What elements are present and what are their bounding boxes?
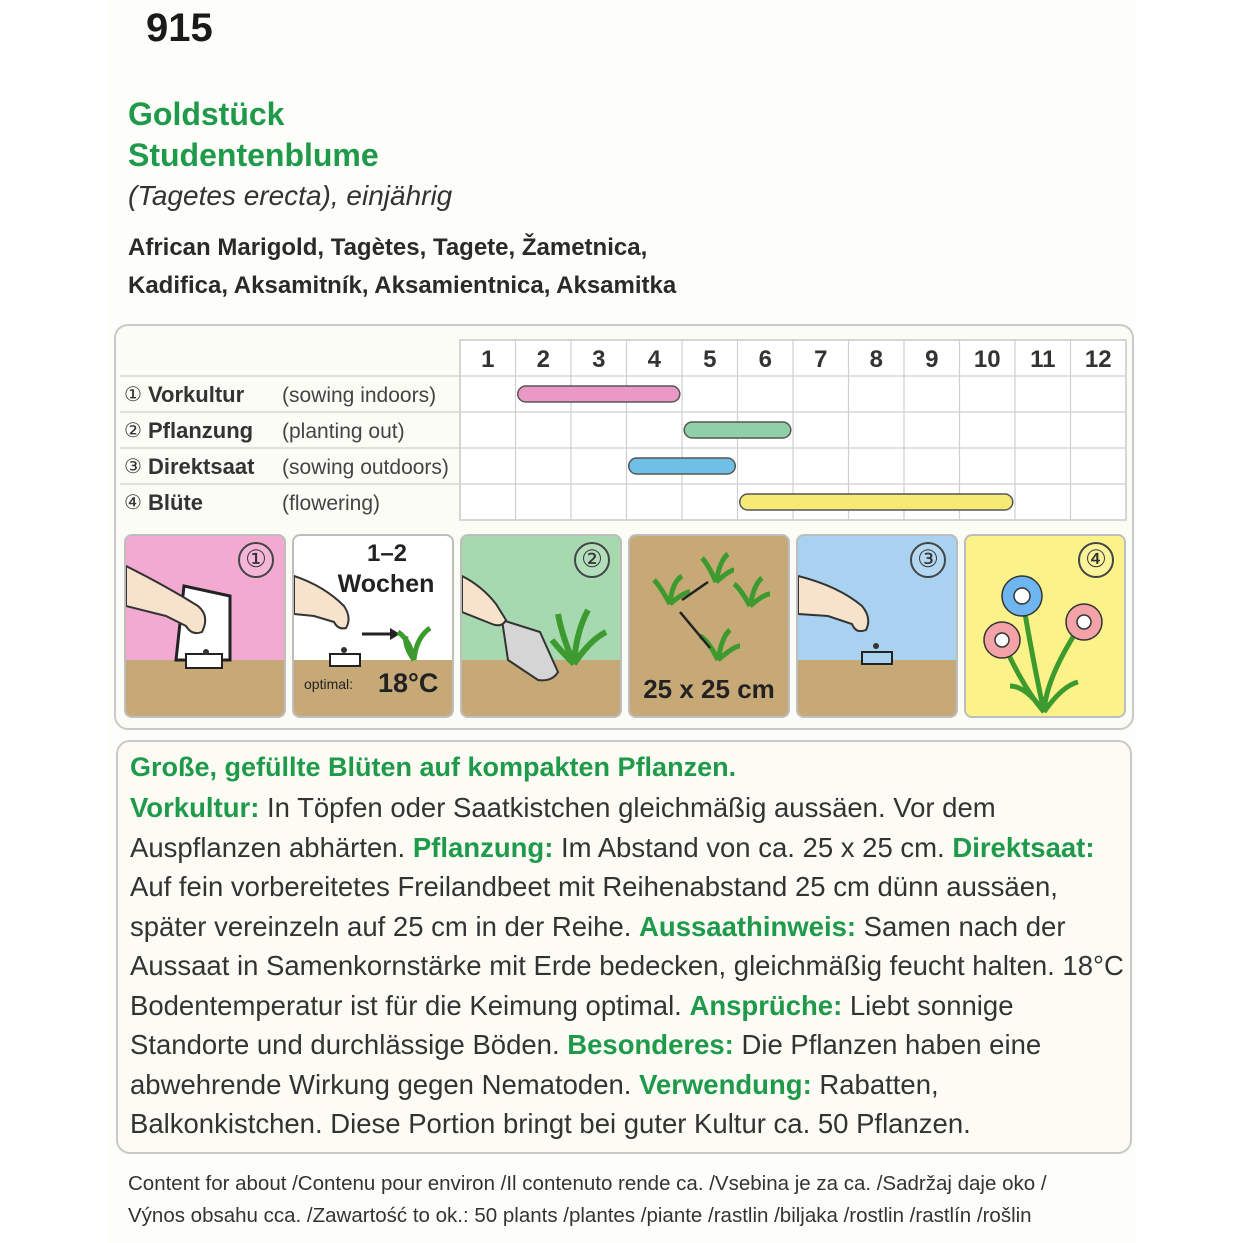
calendar-period-bar: [684, 422, 791, 438]
calendar-month-label: 3: [592, 346, 606, 373]
calendar-month-label: 8: [869, 346, 883, 373]
keyword-aussaathinweis: Aussaathinweis:: [639, 910, 857, 942]
keyword-pflanzung: Pflanzung:: [412, 831, 554, 863]
footer-content-line-1: Content for about /Contenu pour environ /Il contenuto rende ca. /Vsebina je za ca. /Sadržaj daje oko /: [128, 1172, 1047, 1195]
text-vorkultur: In Töpfen oder Saatkistchen gleichmäßig aussäen. Vor dem Auspflanzen abhärten.: [130, 792, 996, 863]
calendar-month-label: 1: [481, 346, 495, 373]
calendar-month-label: 11: [1030, 346, 1056, 373]
step-number-4: ④: [1078, 542, 1114, 578]
calendar-row-number: ④: [124, 492, 142, 514]
calendar-row-translation: (sowing indoors): [282, 384, 437, 407]
calendar-row-translation: (sowing outdoors): [282, 456, 449, 479]
optimal-temperature: 18°C: [378, 668, 439, 698]
step-panel-planting-out: [460, 534, 622, 718]
optimal-label: optimal:: [304, 676, 354, 692]
calendar-month-label: 6: [758, 346, 772, 373]
keyword-ansprueche: Ansprüche:: [689, 989, 843, 1021]
calendar-month-label: 9: [925, 346, 939, 373]
step-panel-spacing: [628, 534, 790, 718]
keyword-verwendung: Verwendung:: [639, 1068, 812, 1100]
packet-number: 915: [146, 6, 213, 50]
latin-name: (Tagetes erecta), einjährig: [128, 180, 453, 211]
calendar-period-bar: [518, 386, 680, 402]
text-verwendung: Rabatten, Balkonkistchen. Diese Portion bringt bei guter Kultur ca. 50 Pflanzen.: [130, 1068, 971, 1139]
calendar-month-label: 2: [536, 346, 550, 373]
keyword-direktsaat: Direktsaat:: [952, 831, 1095, 863]
plant-name: Studentenblume: [128, 137, 379, 173]
footer-content-line-2: Výnos obsahu cca. /Zawartość to ok.: 50 plants /plantes /piante /rastlin /biljaka /rostlin /rastlín /rošlin: [128, 1204, 1032, 1227]
text-pflanzung: Im Abstand von ca. 25 x 25 cm.: [553, 831, 953, 863]
variety-name: Goldstück: [128, 96, 285, 132]
calendar-month-label: 10: [973, 346, 1001, 373]
common-names-line-1: African Marigold, Tagètes, Tagete, Žametnica,: [128, 234, 648, 261]
step-panel-flowering: [964, 534, 1126, 718]
calendar-row-label: Direktsaat: [148, 454, 255, 479]
sowing-calendar-box: [114, 324, 1134, 730]
keyword-vorkultur: Vorkultur:: [130, 792, 260, 823]
description-text: [130, 788, 1130, 1144]
step-number-2: ②: [574, 542, 610, 578]
calendar-row-number: ①: [124, 384, 142, 406]
text-ansprueche: Liebt sonnige Standorte und durchlässige Böden.: [130, 989, 1014, 1060]
common-names-line-2: Kadifica, Aksamitník, Aksamientnica, Aksamitka: [128, 272, 677, 299]
text-aussaathinweis: Samen nach der Aussaat in Samenkornstärke mit Erde bedecken, gleichmäßig feucht halten. 18°C Bodentemperatur ist für die Keimung optimal.: [130, 910, 1124, 1021]
keyword-besonderes: Besonderes:: [567, 1029, 734, 1060]
step-panel-sowing-outdoors: [796, 534, 958, 718]
plant-spacing: 25 x 25 cm: [643, 674, 775, 704]
germination-duration-unit: Wochen: [337, 570, 435, 598]
description-box: [116, 740, 1132, 1154]
calendar-period-bar: [629, 458, 736, 474]
text-besonderes: Die Pflanzen haben eine abwehrende Wirkung gegen Nematoden.: [130, 1029, 1042, 1100]
calendar-month-label: 5: [703, 346, 717, 373]
text-direktsaat: Auf fein vorbereitetes Freilandbeet mit Reihenabstand 25 cm dünn aussäen, später vereinzeln auf 25 cm in der Reihe.: [130, 871, 1058, 942]
calendar-row-number: ③: [124, 456, 142, 478]
step-number-3: ③: [910, 542, 946, 578]
calendar-row-number: ②: [124, 420, 142, 442]
calendar-month-label: 4: [647, 346, 661, 373]
sowing-calendar: [116, 326, 1132, 526]
calendar-row-label: Pflanzung: [148, 418, 254, 443]
step-panel-germination: [292, 534, 454, 718]
description-headline: Große, gefüllte Blüten auf kompakten Pflanzen.: [130, 752, 737, 782]
step-number-1: ①: [238, 542, 274, 578]
calendar-row-translation: (planting out): [282, 420, 405, 443]
germination-duration: 1–2: [366, 540, 408, 567]
calendar-month-label: 7: [814, 346, 828, 373]
flower-icon: [984, 576, 1102, 658]
calendar-month-label: 12: [1084, 346, 1112, 373]
calendar-row-label: Blüte: [148, 490, 203, 515]
calendar-row-translation: (flowering): [282, 492, 381, 515]
step-panel-sowing-indoors: [124, 534, 286, 718]
calendar-row-label: Vorkultur: [148, 382, 245, 407]
calendar-period-bar: [740, 494, 1013, 510]
